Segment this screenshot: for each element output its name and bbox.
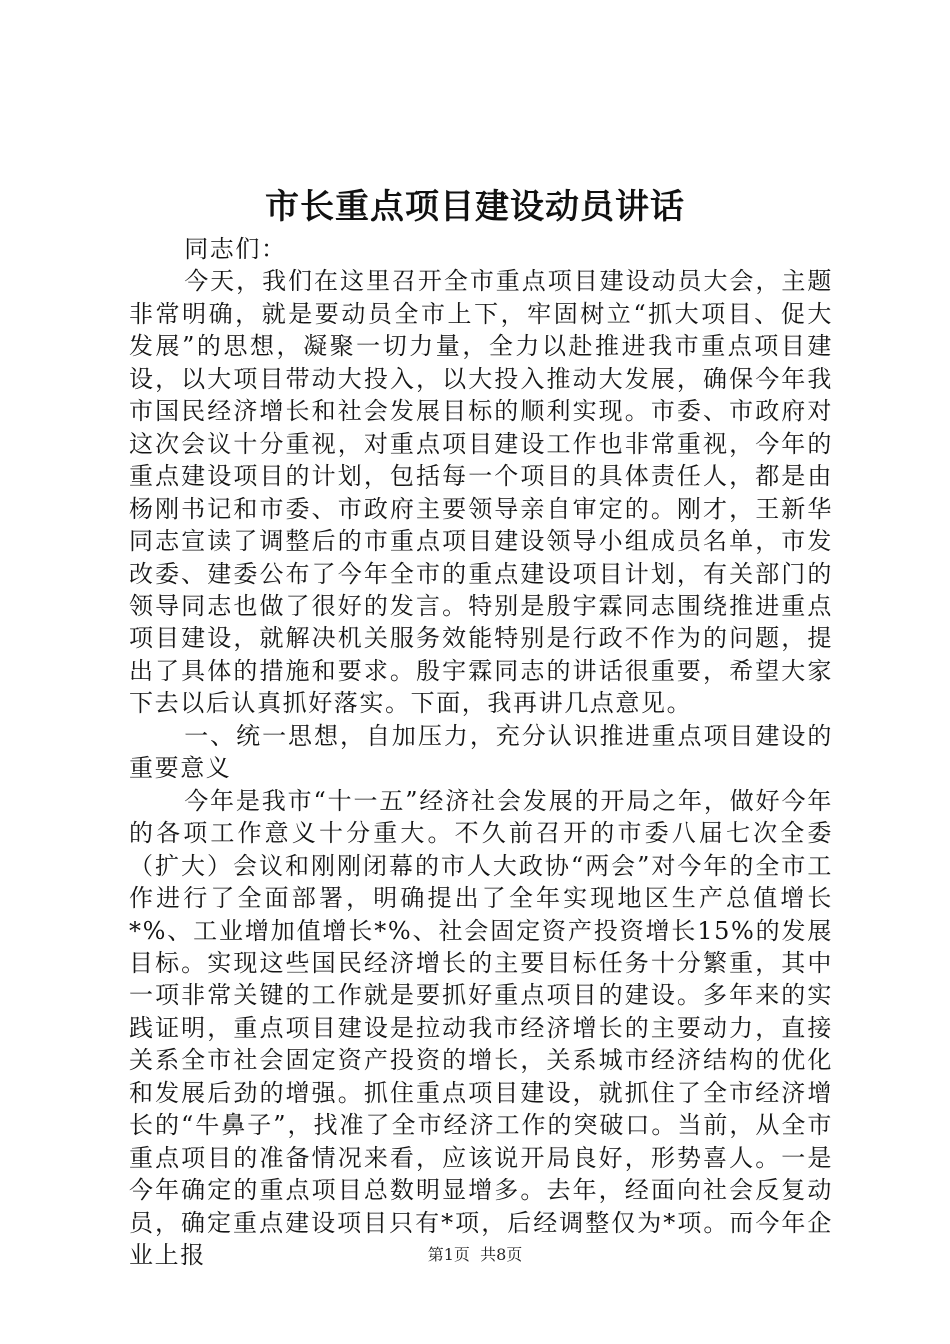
salutation-paragraph: 同志们： bbox=[184, 235, 287, 263]
document-body bbox=[129, 233, 833, 1272]
page-total: 共8页 bbox=[480, 1245, 523, 1264]
body-paragraph: 今年是我市“十一五”经济社会发展的开局之年，做好今年的各项工作意义十分重大。不久前召开的市委八届七次全委（扩大）会议和刚刚闭幕的市人大政协“两会”对今年的全市工作进行了全面部署，明确提出了全年实现地区生产总值增长*%、工业增加值增长*%、社会固定资产投资增长15%的发展目标。实现这些国民经济增长的主要目标任务十分繁重，其中一项非常关键的工作就是要抓好重点项目的建设。多年来的实践证明，重点项目建设是拉动我市经济增长的主要动力，直接关系全市社会固定资产投资的增长，关系城市经济结构的优化和发展后劲的增强。抓住重点项目建设，就抓住了全市经济增长的“牛鼻子”，找准了全市经济工作的突破口。当前，从全市重点项目的准备情况来看，应该说开局良好，形势喜人。一是今年确定的重点项目总数明显增多。去年，经面向社会反复动员，确定重点建设项目只有*项，后经调整仅为*项。而今年企业上报 bbox=[129, 786, 833, 1270]
intro-paragraph: 今天，我们在这里召开全市重点项目建设动员大会，主题非常明确，就是要动员全市上下，牢固树立“抓大项目、促大发展”的思想，凝聚一切力量，全力以赴推进我市重点项目建设，以大项目带动大投入，以大投入推动大发展，确保今年我市国民经济增长和社会发展目标的顺利实现。市委、市政府对这次会议十分重视，对重点项目建设工作也非常重视，今年的重点建设项目的计划，包括每一个项目的具体责任人，都是由杨刚书记和市委、市政府主要领导亲自审定的。刚才，王新华同志宣读了调整后的市重点项目建设领导小组成员名单，市发改委、建委公布了今年全市的重点建设项目计划，有关部门的领导同志也做了很好的发言。特别是殷宇霖同志围绕推进重点项目建设，就解决机关服务效能特别是行政不作为的问题，提出了具体的措施和要求。殷宇霖同志的讲话很重要，希望大家下去以后认真抓好落实。下面，我再讲几点意见。 bbox=[129, 267, 833, 718]
document-title: 市长重点项目建设动员讲话 bbox=[265, 187, 685, 227]
page-footer bbox=[0, 1244, 950, 1266]
section-heading: 一、统一思想，自加压力，充分认识推进重点项目建设的重要意义 bbox=[129, 721, 833, 783]
page-number: 第1页 bbox=[427, 1245, 470, 1264]
